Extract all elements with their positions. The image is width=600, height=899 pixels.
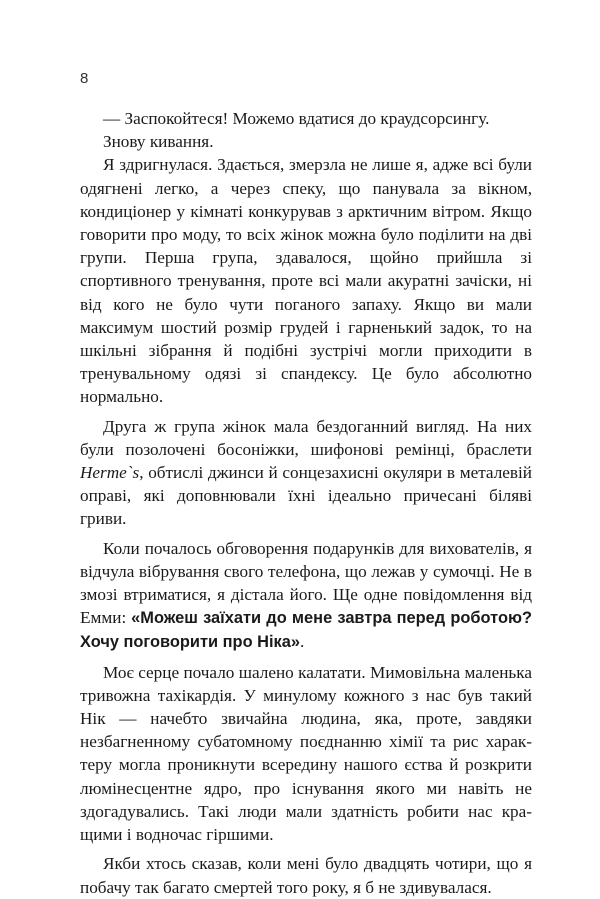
paragraph-3: Я здригнулася. Здається, змерзла не лише я, адже всі були одягнені легко, а через спеку, що панувала за вікном, кондиціонер у кімнаті конкурував з арктичним вітром. Якщо говорити про моду, то всіх жінок можна було поділити на дві групи. Перша група, здавалося, щойно прийшла зі спортивного тренування, проте всі мали акуратні зачіски, ні від кого не було чути поганого запаху. Якщо ви мали максимум шостий розмір грудей і гарненький задок, то на шкільні зібрання й подібні зустрічі могли приходити в тренувальному одязі зі спандексу. Це було абсолютно нормально. (80, 155, 532, 407)
text-message: «Можеш заїхати до мене завтра перед роботою? Хочу поговорити про Ніка» (80, 609, 532, 652)
paragraph-1: — Заспокойтеся! Можемо вдатися до краудсорсингу. (103, 109, 490, 128)
paragraph-5-text-a: Коли почалось обговорення подарунків для вихователів, я відчула вібрування свого телефона, що лежав у сумочці. Не в змозі втриматися, я дістала його. Ще одне повідомлення від Емми: (80, 538, 532, 628)
paragraph-4-text-a: Друга ж група жінок мала бездоганний вигляд. На них були позолочені босоніжки, шифонові ремінці, браслети (80, 416, 532, 459)
paragraph-4-text-b: , обтислі джинси й сонцезахисні окуляри в металевій оправі, які доповнювали їхні ідеально причесані біляві гриви. (80, 463, 532, 529)
paragraph-5 (80, 537, 532, 655)
brand-name: Herme`s (80, 463, 140, 483)
paragraph-4 (80, 415, 532, 531)
paragraph-2: Знову кивання. (103, 132, 214, 152)
paragraph-6: Моє серце почало шалено калатати. Мимовільна маленька тривожна тахікардія. У минулому кожного з нас був такий Нік — начебто звичайна людина, яка, проте, завдяки незбагненному субатомному поєднанню хімії та рис характеру могла проникнути всередину нашого єства й розкрити люмінесцентне ядро, про існування якого ми навіть не здогадувались. Такі люди мали здатність робити нас кращими і водночас гіршими. (80, 662, 532, 845)
paragraph-5-text-b: . (299, 632, 305, 652)
paragraph-7: Якби хтось сказав, коли мені було двадцять чотири, що я побачу так багато смертей того року, я б не здивувалася. (80, 854, 532, 897)
page-number: 8 (80, 70, 89, 87)
body-text (80, 107, 532, 899)
